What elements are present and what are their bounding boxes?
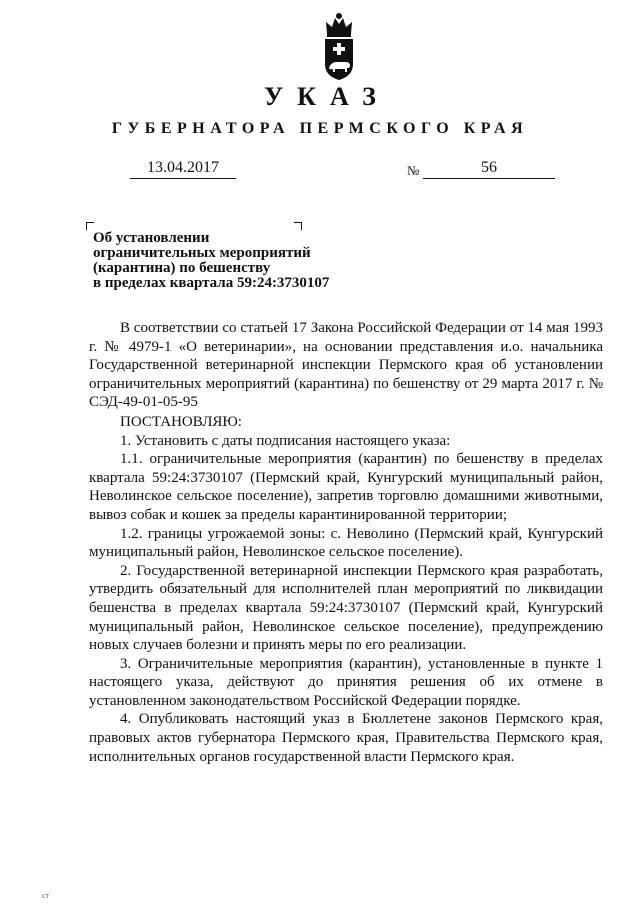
subject-line: ограничительных мероприятий: [93, 245, 311, 261]
coat-of-arms-icon: [322, 12, 356, 82]
clause-paragraph: 1. Установить с даты подписания настоящего указа:: [120, 432, 451, 449]
document-body: [89, 319, 603, 766]
subject-bracket-right: [294, 222, 302, 230]
document-title: УКАЗ: [264, 82, 390, 111]
clause-paragraph: 1.2. границы угрожаемой зоны: с. Неволино (Пермский край, Кунгурский муниципальный район, Неволинское сельское поселение).: [89, 525, 603, 561]
document-date: 13.04.2017: [130, 158, 236, 179]
preamble-paragraph: В соответствии со статьей 17 Закона Российской Федерации от 14 мая 1993 г. № 4979-1 «О ветеринарии», на основании представления и.о. начальника Государственной ветеринарной инспекции Пермского края об установлении ограничительных мероприятий (карантина) по бешенству от 29 марта 2017 г. № СЭД-49-01-05-95: [89, 320, 603, 411]
subject-bracket-left: [86, 222, 94, 230]
number-label: №: [407, 163, 420, 178]
clause-paragraph: 3. Ограничительные мероприятия (карантин), установленные в пункте 1 настоящего указа, действуют до принятия решения об их отмене в установленном законодательством Российской Федерации порядке.: [89, 655, 603, 709]
clause-paragraph: 2. Государственной ветеринарной инспекции Пермского края разработать, утвердить обязательный для исполнителей план мероприятий по ликвидации бешенства в пределах квартала 59:24:3730107 (Пермский край, Кунгурский муниципальный район, Неволинское сельское поселение), предупреждению новых случаев болезни и принять меры по его реализации.: [89, 562, 603, 654]
decree-heading: ПОСТАНОВЛЯЮ:: [120, 413, 242, 430]
subject-line: (карантина) по бешенству: [93, 260, 271, 276]
document-number: 56: [423, 158, 555, 179]
subject-line: в пределах квартала 59:24:3730107: [93, 275, 330, 291]
document-subtitle: ГУБЕРНАТОРА ПЕРМСКОГО КРАЯ: [111, 120, 529, 137]
document-subject: [93, 231, 393, 291]
subject-line: Об установлении: [93, 230, 210, 246]
clause-paragraph: 4. Опубликовать настоящий указ в Бюллетене законов Пермского края, правовых актов губернатора Пермского края, Правительства Пермского края, исполнительных органов государственной власти Пермского края.: [89, 711, 603, 765]
footer-stamp: ст: [42, 891, 50, 900]
clause-paragraph: 1.1. ограничительные мероприятия (карантин) по бешенству в пределах квартала 59:24:3730107 (Пермский край, Кунгурский муниципальный район, Неволинское сельское поселение), запретив торговлю домашними животными, вывоз собак и кошек за пределы карантинированной территории;: [89, 451, 603, 523]
